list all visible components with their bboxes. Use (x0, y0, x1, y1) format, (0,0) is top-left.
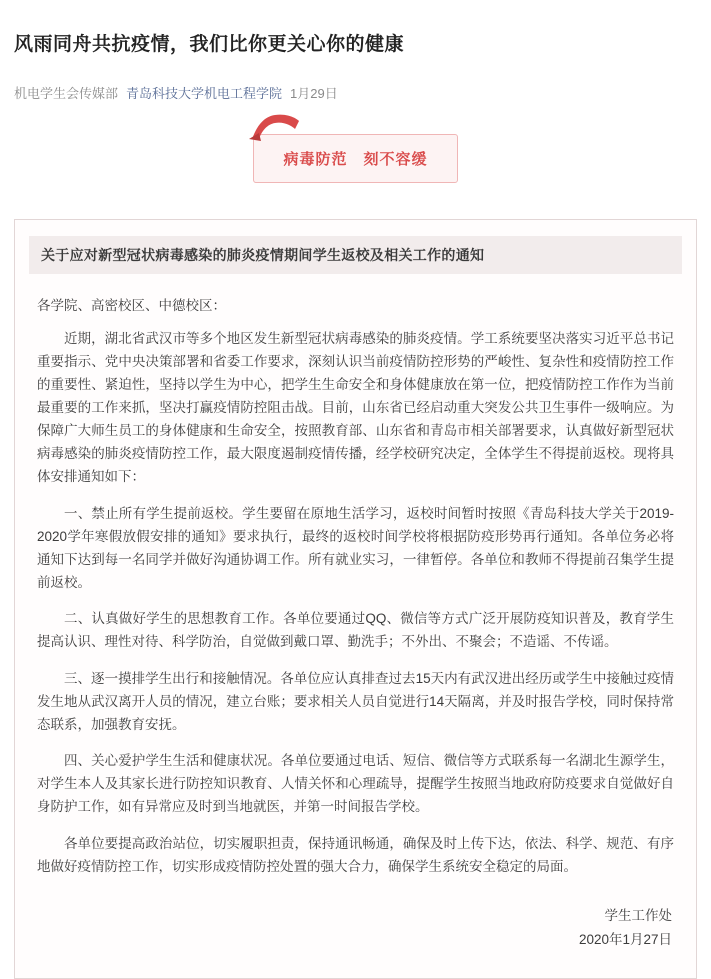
notice-signature: 学生工作处 (604, 907, 672, 923)
notice-document (14, 219, 697, 979)
article-meta (0, 71, 711, 102)
notice-paragraph: 四、关心爱护学生生活和健康状况。各单位要通过电话、短信、微信等方式联系每一名湖北生源学生，对学生本人及其家长进行防控知识教育、人情关怀和心理疏导，提醒学生按照当地政府防疫要求自觉做好自身防护工作，如有异常应及时到当地就医，并第一时间报告学校。 (37, 753, 674, 815)
notice-title-bar (29, 236, 682, 274)
banner-text: 病毒防范 刻不容缓 (283, 151, 428, 169)
notice-signature-block (15, 904, 696, 952)
notice-title: 关于应对新型冠状病毒感染的肺炎疫情期间学生返校及相关工作的通知 (41, 247, 485, 264)
notice-paragraph: 各单位要提高政治站位，切实履职担责，保持通讯畅通，确保及时上传下达，依法、科学、规范、有序地做好疫情防控工作，切实形成疫情防控处置的强大合力，确保学生系统安全稳定的局面。 (37, 835, 674, 874)
virus-prevention-banner (253, 134, 458, 183)
meta-date: 1月29日 (290, 86, 338, 102)
banner-section (0, 134, 711, 183)
notice-body (15, 294, 696, 878)
notice-paragraph: 近期，湖北省武汉市等多个地区发生新型冠状病毒感染的肺炎疫情。学工系统要坚决落实习近平总书记重要指示、党中央决策部署和省委工作要求，深刻认识当前疫情防控形势的严峻性、复杂性和疫情防控工作的重要性、紧迫性，坚持以学生为中心，把学生生命安全和身体健康放在第一位，把疫情防控工作作为当前最重要的工作来抓，坚决打赢疫情防控阻击战。目前，山东省已经启动重大突发公共卫生事件一级响应。为保障广大师生员工的身体健康和生命安全，按照教育部、山东省和青岛市相关部署要求，认真做好新型冠状病毒感染的肺炎疫情防控工作，最大限度遏制疫情传播，经学校研究决定，全体学生不得提前返校。现将具体安排通知如下： (37, 331, 674, 485)
meta-account-link[interactable]: 青岛科技大学机电工程学院 (126, 86, 283, 102)
notice-paragraph: 三、逐一摸排学生出行和接触情况。各单位应认真排查过去15天内有武汉进出经历或学生中接触过疫情发生地从武汉离开人员的情况，建立台账；要求相关人员自觉进行14天隔离，并及时报告学校，同时保持常态联系，加强教育安抚。 (37, 670, 674, 732)
article-page (0, 13, 711, 979)
notice-paragraph: 一、禁止所有学生提前返校。学生要留在原地生活学习，返校时间暂时按照《青岛科技大学关于2019-2020学年寒假放假安排的通知》要求执行，最终的返校时间学校将根据防疫形势再行通知。各单位务必将通知下达到每一名同学并做好沟通协调工作。所有就业实习，一律暂停。各单位和教师不得提前召集学生提前返校。 (37, 505, 674, 590)
meta-author: 机电学生会传媒部 (14, 86, 119, 102)
ribbon-icon (245, 111, 305, 141)
page-title: 风雨同舟共抗疫情，我们比你更关心你的健康 (14, 33, 405, 55)
notice-paragraph: 二、认真做好学生的思想教育工作。各单位要通过QQ、微信等方式广泛开展防疫知识普及，教育学生提高认识、理性对待、科学防治，自觉做到戴口罩、勤洗手；不外出、不聚会；不造谣、不传谣。 (37, 611, 674, 650)
notice-salutation: 各学院、高密校区、中德校区： (37, 298, 226, 314)
notice-sign-date: 2020年1月27日 (578, 931, 672, 947)
